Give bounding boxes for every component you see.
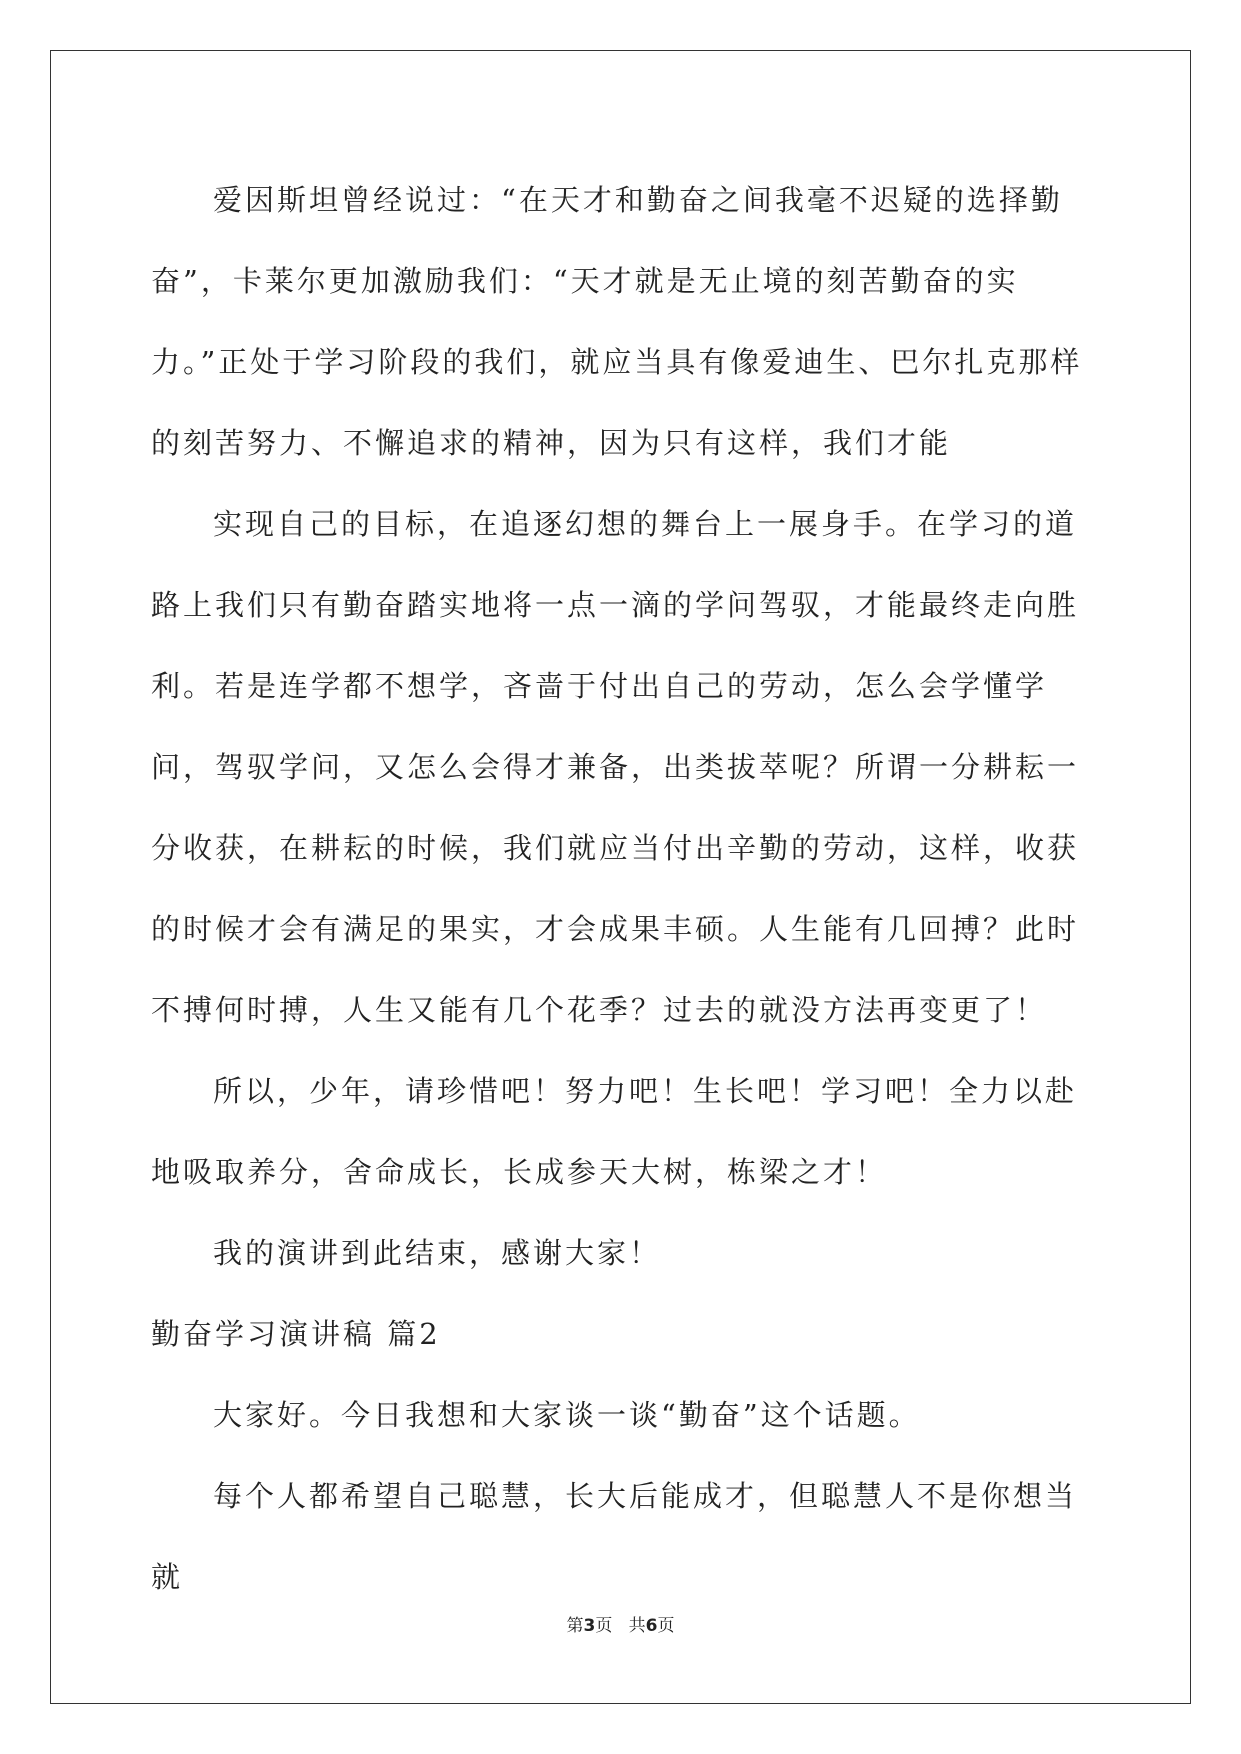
- paragraph: 每个人都希望自己聪慧，长大后能成才，但聪慧人不是你想当就: [151, 1479, 1078, 1594]
- page-footer: [0, 1614, 1241, 1638]
- total-suffix: 页: [657, 1616, 675, 1636]
- total-pages: 6: [645, 1616, 658, 1636]
- paragraph: 爱因斯坦曾经说过：“在天才和勤奋之间我毫不迟疑的选择勤奋”，卡莱尔更加激励我们：“天才就是无止境的刻苦勤奋的实力。”正处于学习阶段的我们，就应当具有像爱迪生、巴尔扎克那样的刻苦努力、不懈追求的精神，因为只有这样，我们才能: [151, 183, 1083, 460]
- paragraph: 大家好。今日我想和大家谈一谈“勤奋”这个话题。: [213, 1398, 921, 1432]
- paragraph: 实现自己的目标，在追逐幻想的舞台上一展身手。在学习的道路上我们只有勤奋踏实地将一点一滴的学问驾驭，才能最终走向胜利。若是连学都不想学，吝啬于付出自己的劳动，怎么会学懂学问，驾驭学问，又怎么会得才兼备，出类拔萃呢？所谓一分耕耘一分收获，在耕耘的时候，我们就应当付出辛勤的劳动，这样，收获的时候才会有满足的果实，才会成果丰硕。人生能有几回搏？此时不搏何时搏，人生又能有几个花季？过去的就没方法再变更了！: [151, 507, 1080, 1027]
- total-prefix: 共: [628, 1616, 646, 1636]
- paragraph: 所以，少年，请珍惜吧！努力吧！生长吧！学习吧！全力以赴地吸取养分，舍命成长，长成参天大树，栋梁之才！: [151, 1074, 1078, 1189]
- paragraph: 我的演讲到此结束，感谢大家！: [213, 1236, 662, 1270]
- page-prefix: 第: [566, 1616, 584, 1636]
- section-heading: 勤奋学习演讲稿 篇2: [151, 1317, 441, 1351]
- document-body: [151, 160, 1091, 1618]
- page-number: 3: [583, 1616, 596, 1636]
- page-suffix: 页: [595, 1616, 613, 1636]
